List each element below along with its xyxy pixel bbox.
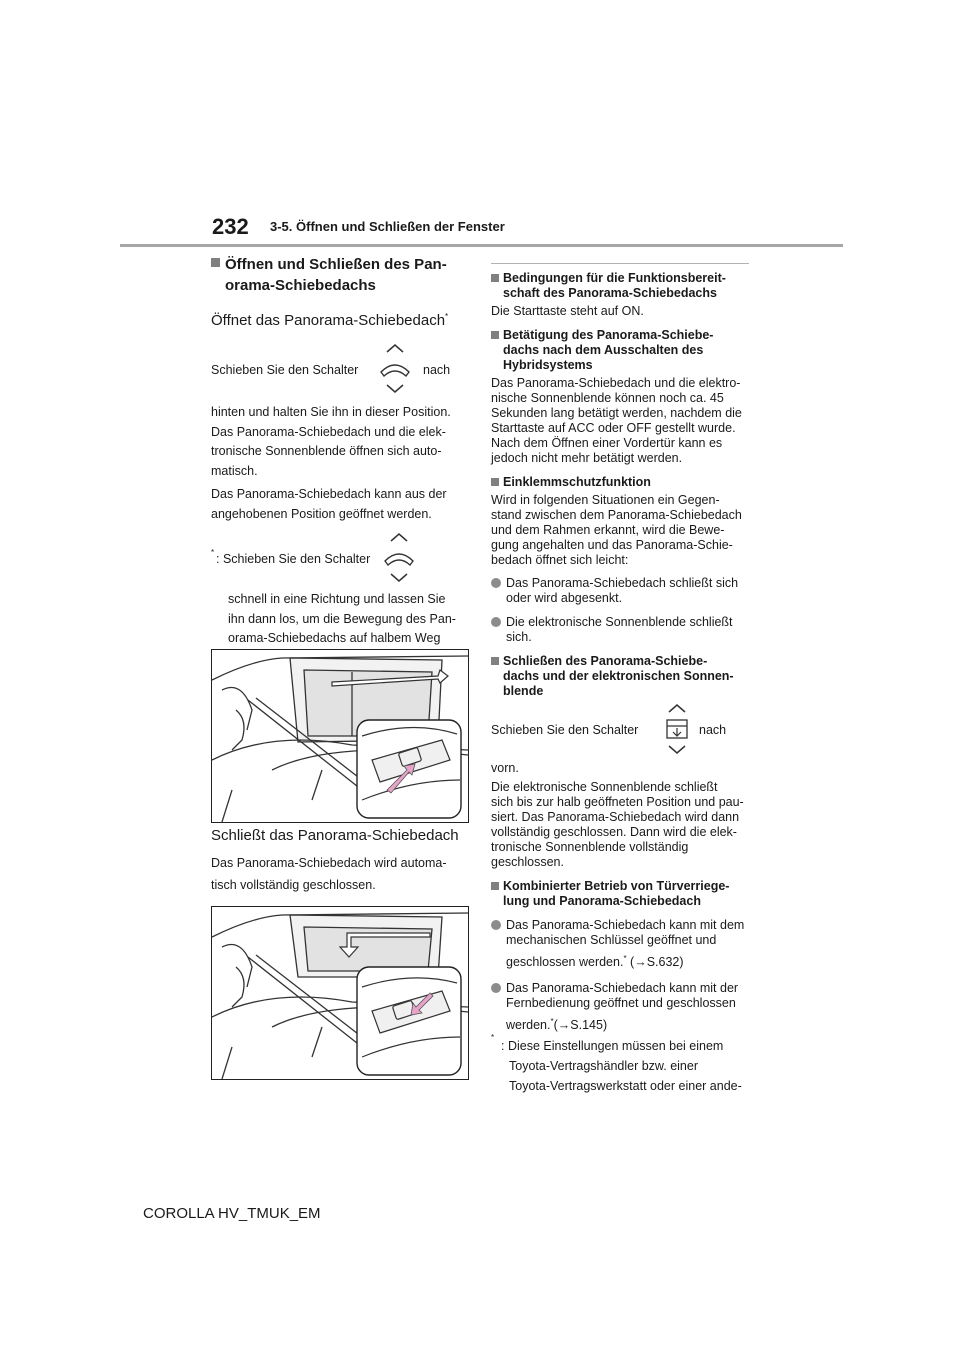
text-line	[506, 948, 753, 973]
text-line: Starttaste auf ACC oder OFF gestellt wurde.	[491, 421, 736, 435]
footnote-line: : Diese Einstellungen müssen bei einem	[501, 1039, 724, 1054]
footnote-marker: *	[550, 1017, 554, 1027]
page-number: 232	[212, 214, 249, 239]
heading-line: dachs nach dem Ausschalten des	[503, 343, 704, 357]
open-title	[211, 306, 471, 331]
heading-pinch	[491, 475, 753, 490]
heading-line: lung und Panorama-Schiebedach	[503, 894, 701, 908]
heading-conditions	[491, 271, 753, 301]
text-line: Das Panorama-Schiebedach kann mit dem	[506, 918, 745, 932]
circle-bullet-icon	[491, 920, 501, 930]
text-line: tronische Sonnenblende öffnen sich auto-	[211, 444, 442, 458]
switch-line	[211, 339, 471, 401]
text-line: oder wird abgesenkt.	[506, 591, 623, 605]
square-bullet-icon	[491, 331, 499, 339]
sunroof-open-illustration	[211, 649, 469, 823]
text-line: bedach öffnet sich leicht:	[491, 553, 629, 567]
text-line: stand zwischen dem Panorama-Schiebedach	[491, 508, 742, 522]
text-line: Sekunden lang betätigt werden, nachdem die	[491, 406, 742, 420]
heading-open-close	[211, 254, 471, 296]
text-line: vollständig geschlossen. Dann wird die elek-	[491, 825, 737, 839]
footnote-line: Toyota-Vertragswerkstatt oder einer ande-	[509, 1079, 742, 1094]
header-rule	[120, 244, 843, 247]
text-line: Die Starttaste steht auf ON.	[491, 304, 644, 318]
square-bullet-icon	[211, 258, 220, 267]
roof-switch-rear-icon	[375, 343, 415, 395]
text-line: jedoch nicht mehr betätigt werden.	[491, 451, 683, 465]
square-bullet-icon	[491, 882, 499, 890]
page-reference-link[interactable]: (→S.145)	[553, 1018, 608, 1033]
text-line: sich bis zur halb geöffneten Position und pau-	[491, 795, 744, 809]
right-column	[491, 265, 753, 1096]
text-line: sich.	[506, 630, 532, 644]
footnote-marker: *	[623, 954, 627, 963]
heading-line: Kombinierter Betrieb von Türverriege-	[503, 879, 730, 893]
footnote-text: : Schieben Sie den Schalter	[216, 552, 371, 566]
heading-line: Bedingungen für die Funktionsbereit-	[503, 271, 726, 285]
text-line	[506, 1011, 753, 1036]
heading-line: Schließen des Panorama-Schiebe-	[503, 654, 708, 668]
heading-combined	[491, 879, 753, 909]
heading-closing	[491, 654, 753, 699]
close-switch-line	[491, 703, 753, 761]
footnote	[491, 1033, 753, 1096]
heading-line: schaft des Panorama-Schiebedachs	[503, 286, 717, 300]
footnote-line: Toyota-Vertragshändler bzw. einer	[509, 1059, 698, 1074]
text-line: und dem Rahmen erkannt, wird die Bewe-	[491, 523, 725, 537]
list-item	[491, 918, 753, 973]
text-line: gung angehalten und das Panorama-Schie-	[491, 538, 733, 552]
text-line: Das Panorama-Schiebedach kann aus der	[211, 487, 447, 501]
heading-line: dachs und der elektronischen Sonnen-	[503, 669, 734, 683]
heading-line: Hybridsystems	[503, 358, 593, 372]
square-bullet-icon	[491, 274, 499, 282]
footnote-line: orama-Schiebedachs auf halbem Weg	[228, 631, 441, 645]
text-line: geschlossen.	[491, 855, 564, 869]
footnote-switch-line	[211, 530, 471, 590]
list-item	[491, 576, 753, 606]
text-line: tronische Sonnenblende vollständig	[491, 840, 689, 854]
text-line: hinten und halten Sie ihn in dieser Position.	[211, 405, 451, 419]
section-title: 3-5. Öffnen und Schließen der Fenster	[270, 219, 505, 234]
heading-line: blende	[503, 684, 544, 698]
text-line: tisch vollständig geschlossen.	[211, 878, 376, 892]
close-title: Schließt das Panorama-Schiebedach	[211, 827, 459, 844]
text-line: siert. Das Panorama-Schiebedach wird dann	[491, 810, 740, 824]
heading-line: Einklemmschutzfunktion	[503, 475, 651, 489]
list-item	[491, 615, 753, 645]
footnote-line: schnell in eine Richtung und lassen Sie	[228, 592, 446, 606]
text-line: Die elektronische Sonnenblende schließt	[491, 780, 718, 794]
heading-after-off	[491, 328, 753, 373]
text-line: Das Panorama-Schiebedach wird automa-	[211, 856, 447, 870]
text-line: mechanischen Schlüssel geöffnet und	[506, 933, 717, 947]
footnote-line: ihn dann los, um die Bewegung des Pan-	[228, 611, 456, 626]
roof-switch-front-icon	[657, 703, 697, 757]
text-line: Fernbedienung geöffnet und geschlossen	[506, 996, 736, 1011]
heading-line: orama-Schiebedachs	[225, 277, 376, 294]
switch-text: Schieben Sie den Schalter	[491, 723, 639, 737]
footer-model: COROLLA HV_TMUK_EM	[143, 1205, 321, 1222]
square-bullet-icon	[491, 478, 499, 486]
text-fragment: geschlossen werden.	[506, 955, 624, 970]
sunroof-close-drawing	[212, 907, 468, 1079]
page-reference-link[interactable]: (→S.632)	[626, 955, 684, 970]
text-line: Nach dem Öffnen einer Vordertür kann es	[491, 436, 723, 450]
switch-text: Schieben Sie den Schalter	[211, 363, 359, 377]
text-line: Das Panorama-Schiebedach und die elek-	[211, 424, 446, 439]
heading-line: Öffnen und Schließen des Pan-	[225, 256, 447, 273]
left-column	[211, 254, 471, 668]
sunroof-close-illustration	[211, 906, 469, 1080]
sunroof-open-drawing	[212, 650, 468, 822]
heading-line: Betätigung des Panorama-Schiebe-	[503, 328, 714, 342]
switch-text-after: nach	[423, 363, 451, 377]
footnote-marker: *	[211, 548, 215, 557]
circle-bullet-icon	[491, 578, 501, 588]
text-line: matisch.	[211, 463, 258, 478]
footnote-marker: *	[445, 312, 449, 321]
switch-text-after: nach	[699, 723, 727, 737]
circle-bullet-icon	[491, 983, 501, 993]
text-line: Wird in folgenden Situationen ein Gegen-	[491, 493, 720, 507]
text-fragment: werden.	[506, 1018, 551, 1033]
roof-switch-icon	[379, 532, 419, 584]
text-line: Das Panorama-Schiebedach kann mit der	[506, 981, 739, 996]
text-line: Die elektronische Sonnenblende schließt	[506, 615, 733, 629]
text-line: Das Panorama-Schiebedach schließt sich	[506, 576, 739, 590]
text-line: Das Panorama-Schiebedach und die elektro-	[491, 376, 741, 390]
circle-bullet-icon	[491, 617, 501, 627]
footnote-marker: *	[491, 1033, 495, 1043]
text-line: angehobenen Position geöffnet werden.	[211, 506, 432, 521]
right-top-rule	[491, 263, 749, 264]
text-line: nische Sonnenblende können noch ca. 45	[491, 391, 724, 405]
text-line: vorn.	[491, 761, 519, 775]
list-item	[491, 981, 753, 1036]
open-title-text: Öffnet das Panorama-Schiebedach	[211, 312, 446, 329]
square-bullet-icon	[491, 657, 499, 665]
close-section	[211, 825, 471, 896]
